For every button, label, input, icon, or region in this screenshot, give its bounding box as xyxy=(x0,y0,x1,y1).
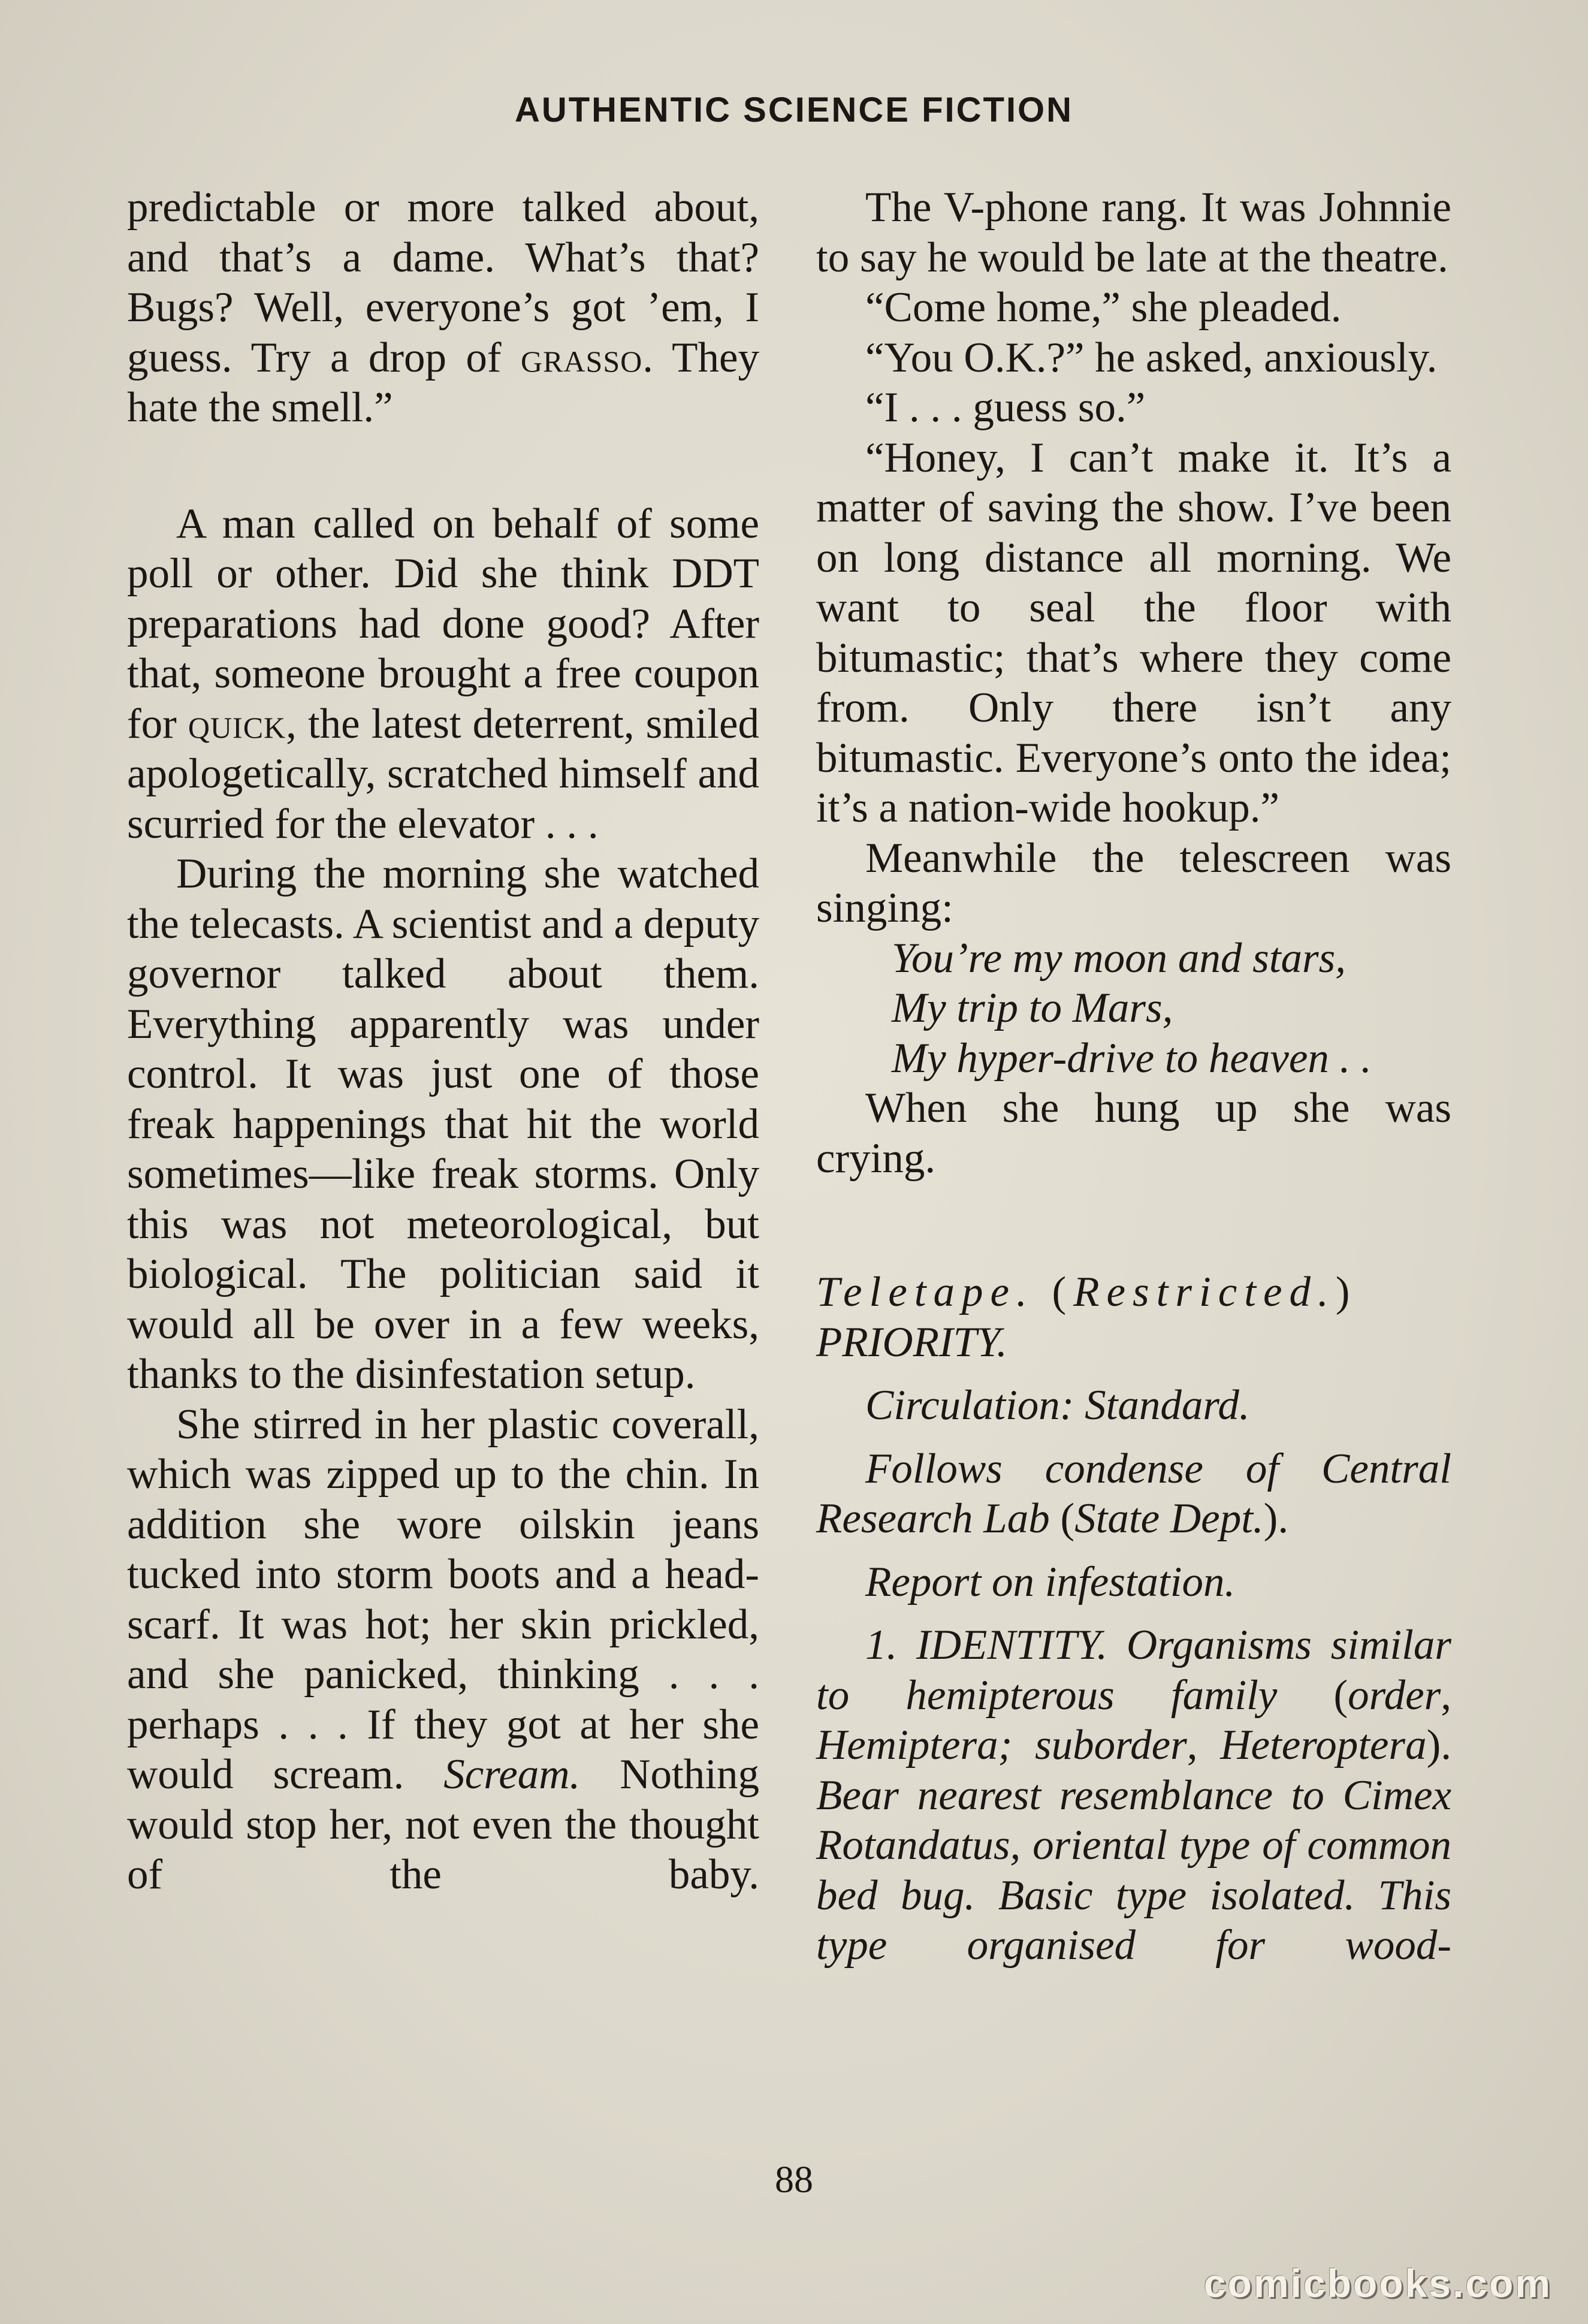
text-run: Teletape. xyxy=(816,1269,1034,1315)
circulation-line: Circulation: Standard. xyxy=(865,1382,1250,1429)
text-run: ( xyxy=(1052,1269,1074,1315)
text-run: State Dept. xyxy=(1074,1495,1264,1542)
text-run: , xyxy=(1187,1722,1221,1768)
text-run: Hemiptera; suborder xyxy=(816,1722,1187,1768)
text-run: , xyxy=(1441,1671,1451,1719)
left-column xyxy=(127,183,759,1900)
text-run: Restricted. xyxy=(1073,1269,1336,1315)
priority-line: PRIORITY. xyxy=(816,1318,1007,1366)
text-run: Bear nearest resemblance to Cimex Rotandatus, oriental type of common bed bug. Basic type isolated. This type organised for wood- xyxy=(816,1771,1451,1969)
text-run: ). xyxy=(1426,1722,1451,1768)
text-run: ( xyxy=(1277,1671,1348,1719)
song-line: You’re my moon and stars, xyxy=(892,934,1347,982)
paragraph xyxy=(127,499,759,850)
site-watermark: comicbooks.com xyxy=(1203,2261,1552,2305)
paragraph: When she hung up she was crying. xyxy=(816,1085,1451,1182)
paragraph: During the morning she watched the telecasts. A scientist and a deputy governor talked about them. Everything apparently was under control. It was just one of those freak happenings that hit the world sometimes—like freak storms. Only this was not meteorological, but biological. The politician said it would all be over in a few weeks, thanks to the disinfestation setup. xyxy=(127,850,759,1398)
paragraph: “I . . . guess so.” xyxy=(865,384,1146,431)
text-run: ( xyxy=(1049,1495,1075,1542)
right-column xyxy=(816,183,1451,1971)
paragraph: “Honey, I can’t make it. It’s a matter of saving the show. I’ve been on long distance all morning. We want to seal the floor with bitumastic; that’s where they come from. Only there isn’t any bitumastic. Everyone’s onto the idea; it’s a nation-wide hookup.” xyxy=(816,434,1451,831)
report-line: Report on infestation. xyxy=(865,1558,1236,1605)
song-line: My hyper-drive to heaven . . xyxy=(892,1034,1372,1082)
text-run: Nothing would stop her, not even the thought of the baby. xyxy=(127,1751,759,1898)
text-run: ) xyxy=(1335,1269,1357,1315)
paragraph xyxy=(127,183,759,433)
text-run: A man called on behalf of some poll or other. Did she think DDT preparations had done good? After that, someone brought a free coupon for xyxy=(127,500,759,747)
text-run: Follows condense of Central Research Lab xyxy=(816,1445,1451,1542)
paragraph: The V-phone rang. It was Johnnie to say he would be late at the theatre. xyxy=(816,184,1451,281)
text-run: order xyxy=(1348,1671,1441,1719)
text-run: 1. IDENTITY. Organisms similar to hemipterous family xyxy=(816,1622,1451,1719)
text-run: . They hate the smell.” xyxy=(127,334,759,431)
paragraph xyxy=(127,1400,759,1900)
text-run: ). xyxy=(1263,1495,1289,1542)
song-line: My trip to Mars, xyxy=(892,985,1173,1031)
text-run: , the latest deterrent, smiled apologetically, scratched himself and scurried for the elevator . . . xyxy=(127,700,759,847)
paragraph: “You O.K.?” he asked, anxiously. xyxy=(865,334,1438,381)
paragraph: Meanwhile the telescreen was singing: xyxy=(816,834,1451,931)
text-run: predictable or more talked about, and that’s a dame. What’s that? Bugs? Well, everyone’s got ’em, I guess. Try a drop of xyxy=(127,184,759,381)
emphasis: Scream. xyxy=(443,1751,581,1798)
teletape-heading xyxy=(816,1267,1451,1318)
brand-name: grasso xyxy=(520,334,643,381)
paragraph: “Come home,” she pleaded. xyxy=(865,284,1342,331)
brand-name: quick xyxy=(188,700,286,747)
page-number: 88 xyxy=(775,2158,813,2201)
text-run: Heteroptera xyxy=(1220,1722,1427,1768)
identity-paragraph xyxy=(816,1620,1451,1971)
text-run: She stirred in her plastic coverall, which was zipped up to the chin. In addition she wore oilskin jeans tucked into storm boots and a head-scarf. It was hot; her skin prickled, and she panicked, thinking . . . perhaps . . . If they got at her she would scream. xyxy=(127,1401,759,1798)
follows-line xyxy=(816,1444,1451,1544)
running-header: AUTHENTIC SCIENCE FICTION xyxy=(514,90,1074,129)
